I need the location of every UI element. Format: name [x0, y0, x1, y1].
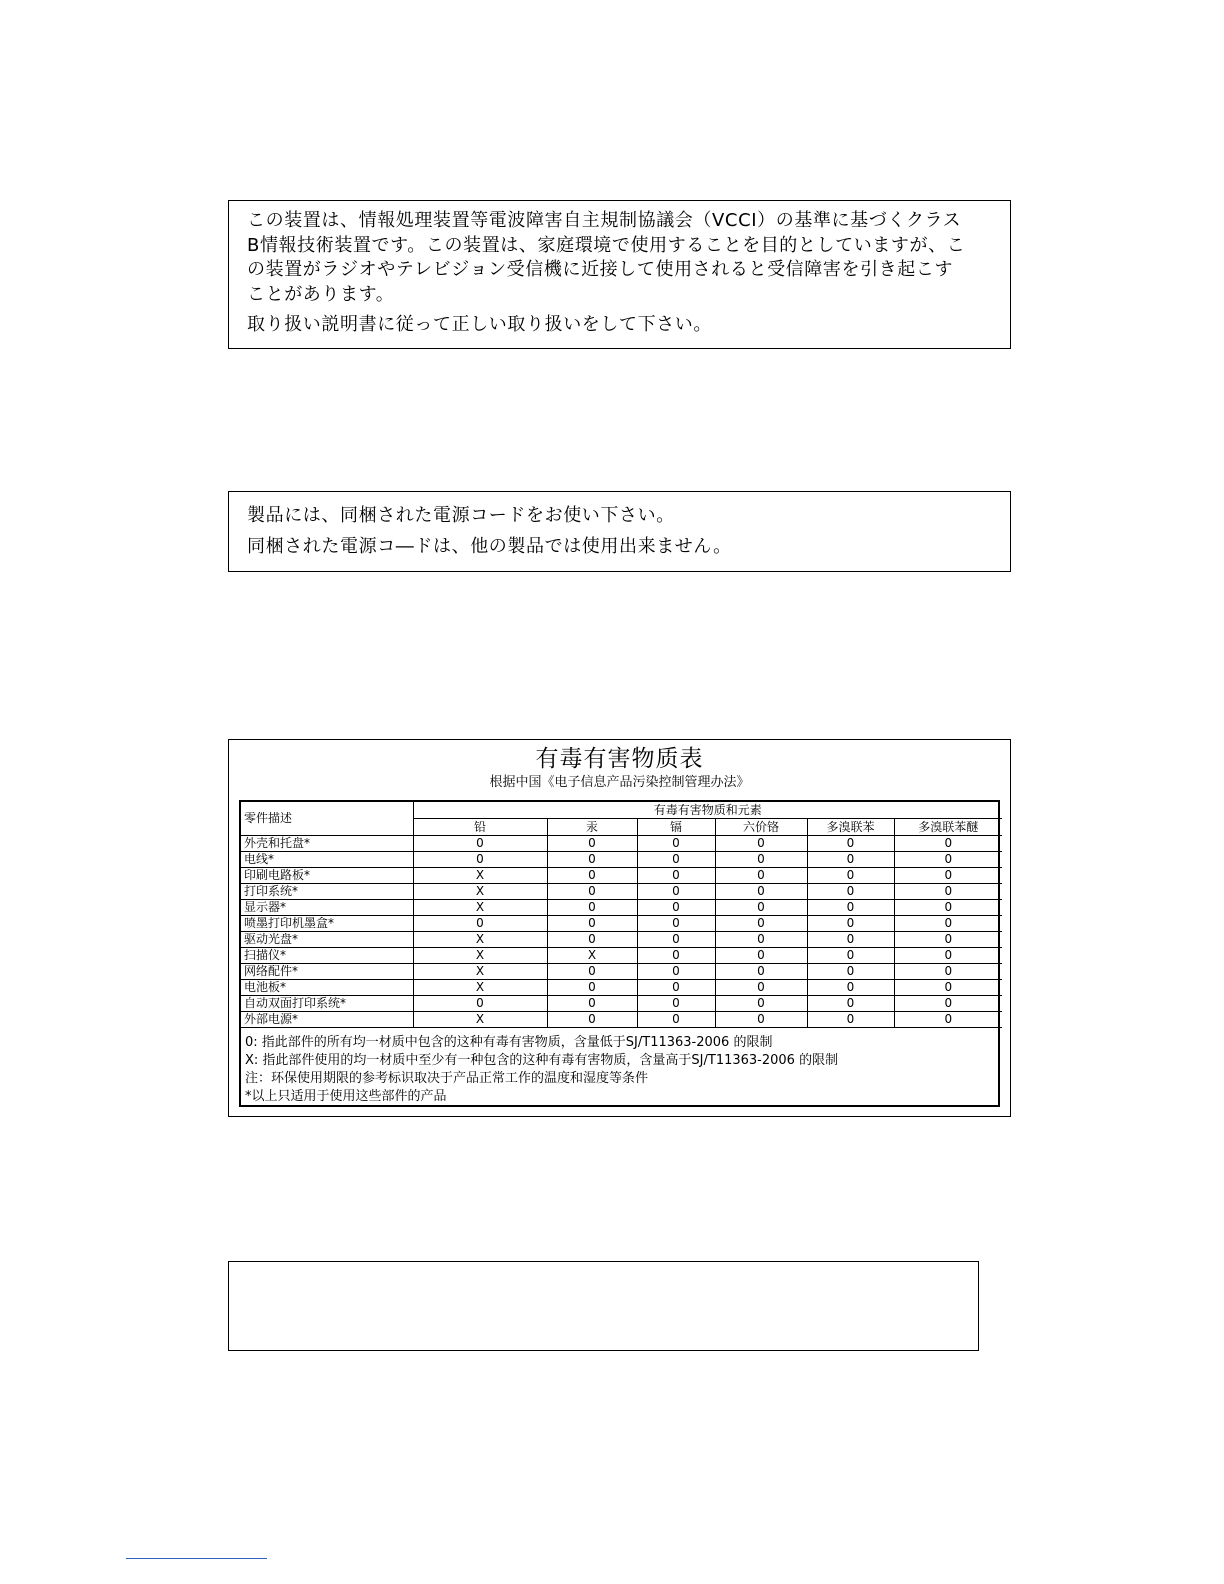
hazard-table [241, 802, 1002, 1028]
substance-value-cell: 0 [547, 884, 637, 900]
vcci-notice-box [228, 200, 1011, 349]
substance-value-cell: 0 [894, 932, 1002, 948]
table-row [241, 932, 1002, 948]
substance-value-cell: 0 [894, 836, 1002, 852]
substance-value-cell: X [547, 948, 637, 964]
part-name-cell: 显示器* [241, 900, 413, 916]
substance-value-cell: 0 [547, 900, 637, 916]
part-name-cell: 电池板* [241, 980, 413, 996]
substance-value-cell: 0 [715, 996, 807, 1012]
substance-value-cell: 0 [807, 852, 894, 868]
part-name-cell: 喷墨打印机墨盒* [241, 916, 413, 932]
element-header: 汞 [547, 819, 637, 836]
substances-group-header: 有毒有害物质和元素 [413, 802, 1002, 819]
table-row [241, 900, 1002, 916]
substance-value-cell: 0 [894, 852, 1002, 868]
substance-value-cell: 0 [637, 1012, 715, 1028]
table-row [241, 836, 1002, 852]
substance-value-cell: 0 [894, 948, 1002, 964]
substance-value-cell: 0 [894, 900, 1002, 916]
substance-value-cell: 0 [715, 1012, 807, 1028]
hazardous-substances-box [228, 739, 1011, 1117]
substance-value-cell: X [413, 884, 547, 900]
substance-value-cell: 0 [807, 964, 894, 980]
table-row [241, 948, 1002, 964]
substance-value-cell: 0 [547, 964, 637, 980]
substance-value-cell: 0 [807, 916, 894, 932]
hazard-notes [241, 1028, 998, 1106]
substance-value-cell: 0 [715, 964, 807, 980]
table-row [241, 964, 1002, 980]
substance-value-cell: 0 [547, 852, 637, 868]
power-cord-line-2: 同梱された電源コ―ドは、他の製品では使用出来ません。 [247, 536, 732, 557]
substance-value-cell: 0 [637, 948, 715, 964]
substance-value-cell: X [413, 948, 547, 964]
substance-value-cell: 0 [894, 868, 1002, 884]
substance-value-cell: 0 [413, 852, 547, 868]
substance-value-cell: 0 [637, 916, 715, 932]
substance-value-cell: 0 [413, 916, 547, 932]
hazard-note-line: *以上只适用于使用这些部件的产品 [245, 1089, 447, 1104]
substance-value-cell: 0 [547, 980, 637, 996]
substance-value-cell: 0 [807, 900, 894, 916]
vcci-notice-paragraph: この装置は、情報処理装置等電波障害自主規制協議会（VCCI）の基準に基づくクラス B情報技術装置です。この装置は、家庭環境で使用することを目的としていますが、こ の装置がラジオやテレビジョン受信機に近接して使用されると受信障害を引き起こす ことがあります。 [247, 210, 966, 305]
substance-value-cell: 0 [807, 948, 894, 964]
table-row [241, 852, 1002, 868]
substance-value-cell: 0 [637, 996, 715, 1012]
part-name-cell: 外壳和托盘* [241, 836, 413, 852]
substance-value-cell: 0 [715, 868, 807, 884]
vcci-instruction: 取り扱い説明書に従って正しい取り扱いをして下さい。 [247, 314, 712, 335]
power-cord-notice-box [228, 491, 1011, 572]
hazard-note-line: 注：环保使用期限的参考标识取决于产品正常工作的温度和湿度等条件 [245, 1071, 649, 1086]
substance-value-cell: 0 [807, 1012, 894, 1028]
part-name-cell: 驱动光盘* [241, 932, 413, 948]
substance-value-cell: 0 [807, 884, 894, 900]
substance-value-cell: 0 [413, 836, 547, 852]
part-name-cell: 打印系统* [241, 884, 413, 900]
substance-value-cell: 0 [715, 916, 807, 932]
substance-value-cell: 0 [894, 1012, 1002, 1028]
substance-value-cell: X [413, 964, 547, 980]
element-header: 铅 [413, 819, 547, 836]
substance-value-cell: 0 [637, 852, 715, 868]
substance-value-cell: X [413, 900, 547, 916]
hazard-note-line: 0: 指此部件的所有均一材质中包含的这种有毒有害物质，含量低于SJ/T11363-2006 的限制 [245, 1035, 773, 1050]
substance-value-cell: 0 [894, 996, 1002, 1012]
element-header: 多溴联苯 [807, 819, 894, 836]
part-name-cell: 印刷电路板* [241, 868, 413, 884]
table-row [241, 1012, 1002, 1028]
substance-value-cell: 0 [637, 836, 715, 852]
table-row [241, 916, 1002, 932]
power-cord-line-1: 製品には、同梱された電源コードをお使い下さい。 [247, 505, 675, 526]
substance-value-cell: 0 [547, 996, 637, 1012]
hazard-table-frame [239, 800, 1000, 1107]
substance-value-cell: 0 [547, 916, 637, 932]
element-header: 六价铬 [715, 819, 807, 836]
table-row [241, 980, 1002, 996]
substance-value-cell: 0 [807, 932, 894, 948]
substance-value-cell: 0 [894, 980, 1002, 996]
substance-value-cell: 0 [807, 836, 894, 852]
substance-value-cell: 0 [547, 1012, 637, 1028]
substance-value-cell: 0 [807, 996, 894, 1012]
substance-value-cell: 0 [547, 868, 637, 884]
substance-value-cell: 0 [715, 884, 807, 900]
substance-value-cell: X [413, 980, 547, 996]
table-row [241, 996, 1002, 1012]
hazard-table-body [241, 836, 1002, 1028]
part-name-cell: 自动双面打印系统* [241, 996, 413, 1012]
substance-value-cell: 0 [637, 980, 715, 996]
hazard-note-line: X: 指此部件使用的均一材质中至少有一种包含的这种有毒有害物质，含量高于SJ/T11363-2006 的限制 [245, 1053, 839, 1068]
part-name-cell: 电线* [241, 852, 413, 868]
substance-value-cell: 0 [637, 932, 715, 948]
substance-value-cell: 0 [413, 996, 547, 1012]
substance-value-cell: 0 [637, 868, 715, 884]
substance-value-cell: 0 [894, 916, 1002, 932]
element-header: 镉 [637, 819, 715, 836]
substance-value-cell: 0 [807, 868, 894, 884]
substance-value-cell: 0 [715, 948, 807, 964]
empty-notice-box [228, 1261, 979, 1351]
substance-value-cell: 0 [715, 932, 807, 948]
substance-value-cell: 0 [807, 980, 894, 996]
substance-value-cell: 0 [715, 900, 807, 916]
part-name-cell: 扫描仪* [241, 948, 413, 964]
hazard-table-subtitle: 根据中国《电子信息产品污染控制管理办法》 [489, 775, 750, 790]
substance-value-cell: 0 [547, 932, 637, 948]
element-header: 多溴联苯醚 [894, 819, 1002, 836]
substance-value-cell: 0 [715, 852, 807, 868]
table-row [241, 868, 1002, 884]
footnote-rule [126, 1558, 267, 1559]
substance-value-cell: 0 [637, 964, 715, 980]
substance-value-cell: 0 [637, 900, 715, 916]
part-name-cell: 网络配件* [241, 964, 413, 980]
part-description-header: 零件描述 [241, 802, 413, 836]
substance-value-cell: 0 [715, 836, 807, 852]
substance-value-cell: 0 [894, 964, 1002, 980]
table-row [241, 884, 1002, 900]
substance-value-cell: 0 [894, 884, 1002, 900]
substance-value-cell: 0 [637, 884, 715, 900]
substance-value-cell: 0 [547, 836, 637, 852]
part-name-cell: 外部电源* [241, 1012, 413, 1028]
substance-value-cell: X [413, 868, 547, 884]
substance-value-cell: 0 [715, 980, 807, 996]
substance-value-cell: X [413, 932, 547, 948]
substance-value-cell: X [413, 1012, 547, 1028]
hazard-table-title: 有毒有害物质表 [535, 746, 704, 772]
